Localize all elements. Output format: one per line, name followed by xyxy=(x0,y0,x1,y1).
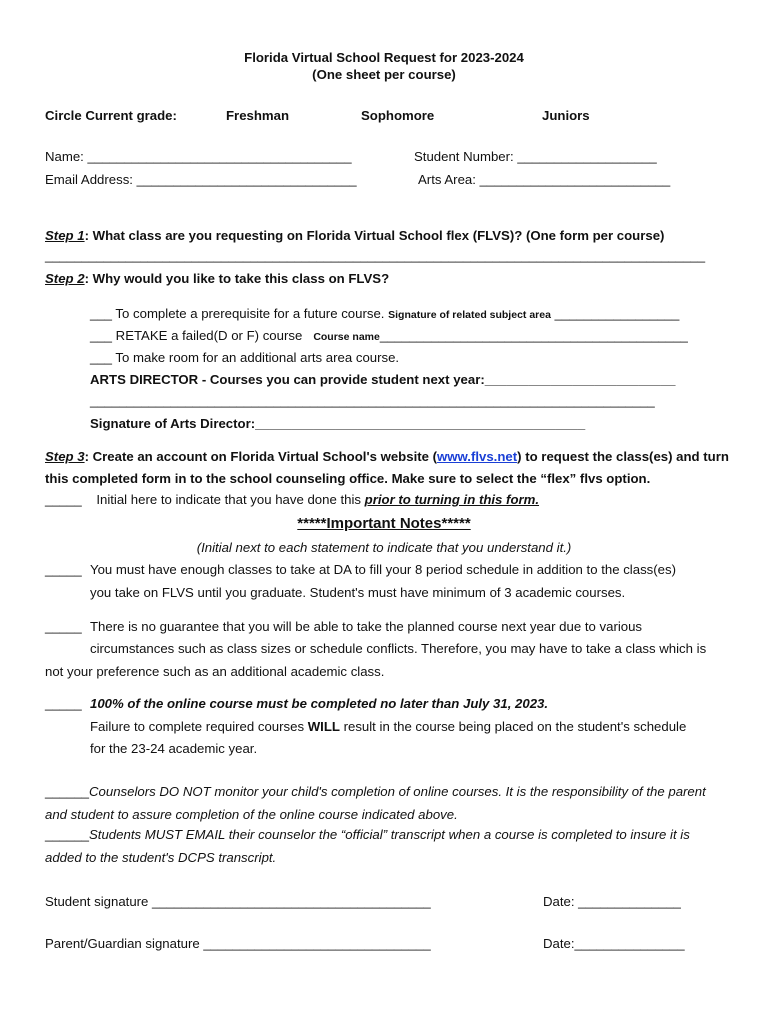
note4-line-b: and student to assure completion of the online course indicated above. xyxy=(45,807,458,822)
arts-director-extra-line[interactable]: _____________________________________________________________________________ xyxy=(90,393,655,408)
note2-blank[interactable]: _____ xyxy=(45,619,82,634)
prereq-option[interactable] xyxy=(90,306,679,322)
note3-blank[interactable]: _____ xyxy=(45,696,82,711)
step2-text: : Why would you like to take this class on FLVS? xyxy=(84,271,390,286)
step1-answer-line[interactable]: __________________________________________________________________________________________ xyxy=(45,248,706,263)
grade-option-juniors[interactable]: Juniors xyxy=(542,108,590,123)
step1-label: Step 1 xyxy=(45,228,85,243)
step2-label: Step 2 xyxy=(45,271,85,286)
note2-line-b: circumstances such as class sizes or schedule conflicts. Therefore, you may have to take a class which is xyxy=(90,641,707,656)
step3-row xyxy=(45,449,729,465)
note1-blank[interactable]: _____ xyxy=(45,562,82,577)
parent-date-field[interactable]: Date:_______________ xyxy=(543,936,685,951)
grade-label: Circle Current grade: xyxy=(45,108,177,123)
parent-signature-field[interactable]: Parent/Guardian signature _______________________________ xyxy=(45,936,431,951)
retake-text: ___ RETAKE a failed(D or F) course xyxy=(90,328,303,343)
page-subtitle: (One sheet per course) xyxy=(312,67,456,82)
course-name-line[interactable]: __________________________________________ xyxy=(379,328,688,343)
step3-initial-emph: prior to turning in this form. xyxy=(364,492,540,507)
note3-b-post: result in the course being placed on the student's schedule xyxy=(339,719,687,734)
step3-line2: this completed form in to the school counseling office. Make sure to select the “flex” flvs option. xyxy=(45,471,651,486)
note2-line-a: There is no guarantee that you will be able to take the planned course next year due to various xyxy=(90,619,643,634)
name-field[interactable]: Name: ____________________________________ xyxy=(45,149,352,164)
step3-initial-blank[interactable]: _____ xyxy=(45,492,82,507)
student-date-field[interactable]: Date: ______________ xyxy=(543,894,681,909)
arts-director-row xyxy=(90,372,675,388)
note5-line-b: added to the student's DCPS transcript. xyxy=(45,850,277,865)
arts-director-signature-label: Signature of Arts Director: xyxy=(90,416,256,431)
note4-blank[interactable]: ______ xyxy=(45,784,90,799)
arts-director-label: ARTS DIRECTOR - Courses you can provide student next year: xyxy=(90,372,485,387)
student-signature-field[interactable]: Student signature ______________________________________ xyxy=(45,894,431,909)
note4-text-a: Counselors DO NOT monitor your child's completion of online courses. It is the responsibility of the parent xyxy=(89,784,706,799)
step1-text: : What class are you requesting on Florida Virtual School flex (FLVS)? (One form per course) xyxy=(84,228,665,243)
prereq-signature-label: Signature of related subject area xyxy=(388,309,551,321)
note5-blank[interactable]: ______ xyxy=(45,827,90,842)
step1-row xyxy=(45,228,664,244)
grade-option-freshman[interactable]: Freshman xyxy=(226,108,290,123)
retake-option[interactable] xyxy=(90,328,688,344)
step3-initial-row xyxy=(45,492,539,508)
note3-line-b xyxy=(90,719,686,735)
note3-line-c: for the 23-24 academic year. xyxy=(90,741,258,756)
notes-heading: *****Important Notes***** xyxy=(297,515,471,532)
email-field[interactable]: Email Address: ______________________________ xyxy=(45,172,357,187)
note1-line-b: you take on FLVS until you graduate. Student's must have minimum of 3 academic courses. xyxy=(90,585,626,600)
step2-row xyxy=(45,271,389,287)
grade-option-sophomore[interactable]: Sophomore xyxy=(361,108,435,123)
step3-text-a: : Create an account on Florida Virtual School's website ( xyxy=(84,449,438,464)
student-number-field[interactable]: Student Number: ___________________ xyxy=(414,149,657,164)
note4-line-a xyxy=(45,784,706,800)
note3-b-pre: Failure to complete required courses xyxy=(90,719,308,734)
arts-director-signature-row xyxy=(90,416,585,432)
page-title: Florida Virtual School Request for 2023-2024 xyxy=(244,50,524,65)
step3-text-b: ) to request the class(es) and turn xyxy=(517,449,729,464)
note1-line-a: You must have enough classes to take at DA to fill your 8 period schedule in addition to the class(es) xyxy=(90,562,676,577)
note5-line-a xyxy=(45,827,690,843)
notes-subheading: (Initial next to each statement to indicate that you understand it.) xyxy=(196,540,572,555)
room-option[interactable]: ___ To make room for an additional arts area course. xyxy=(90,350,400,365)
prereq-signature-line[interactable]: _________________ xyxy=(554,306,680,321)
note2-line-c: not your preference such as an additional academic class. xyxy=(45,664,385,679)
flvs-link[interactable]: www.flvs.net xyxy=(437,449,518,464)
step3-label: Step 3 xyxy=(45,449,85,464)
note3-b-bold: WILL xyxy=(307,719,340,734)
step3-initial-text: Initial here to indicate that you have done this xyxy=(96,492,361,507)
arts-area-field[interactable]: Arts Area: __________________________ xyxy=(418,172,671,187)
prereq-text: ___ To complete a prerequisite for a future course. xyxy=(90,306,385,321)
note3-line-a: 100% of the online course must be completed no later than July 31, 2023. xyxy=(90,696,549,711)
note5-text-a: Students MUST EMAIL their counselor the “official” transcript when a course is completed to insure it is xyxy=(89,827,690,842)
arts-director-line[interactable]: __________________________ xyxy=(484,372,676,387)
course-name-label: Course name xyxy=(313,331,380,343)
arts-director-signature-line[interactable]: _____________________________________________ xyxy=(255,416,586,431)
